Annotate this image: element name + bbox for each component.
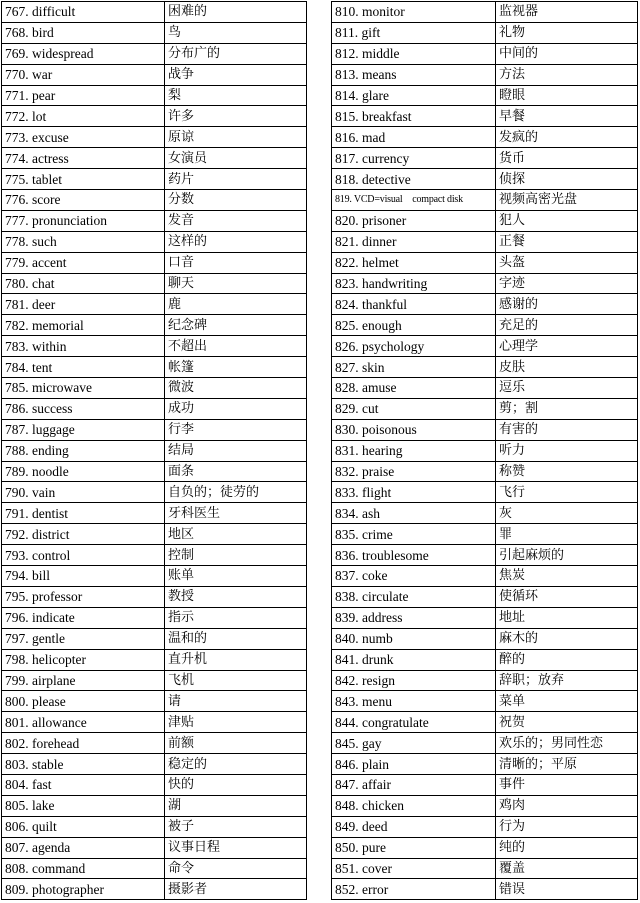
table-row — [332, 482, 638, 503]
chinese-meaning-cell: 事件 — [496, 774, 638, 795]
table-row — [2, 607, 307, 628]
table-row — [2, 43, 307, 64]
table-row — [2, 754, 307, 775]
chinese-meaning-cell: 罪 — [496, 524, 638, 545]
table-row — [332, 127, 638, 148]
english-word-cell: 828. amuse — [332, 378, 496, 399]
english-word-cell: 790. vain — [2, 482, 165, 503]
english-word-cell: 791. dentist — [2, 503, 165, 524]
english-word-cell: 785. microwave — [2, 378, 165, 399]
table-row — [2, 586, 307, 607]
english-word-cell: 801. allowance — [2, 712, 165, 733]
table-row — [332, 336, 638, 357]
chinese-meaning-cell: 瞪眼 — [496, 85, 638, 106]
chinese-meaning-cell: 错误 — [496, 879, 638, 900]
chinese-meaning-cell: 称赞 — [496, 461, 638, 482]
table-row — [332, 586, 638, 607]
table-row — [2, 273, 307, 294]
english-word-cell: 815. breakfast — [332, 106, 496, 127]
english-word-cell: 845. gay — [332, 733, 496, 754]
table-row — [2, 231, 307, 252]
chinese-meaning-cell: 湖 — [165, 795, 307, 816]
english-word-cell: 770. war — [2, 64, 165, 85]
english-word-cell: 782. memorial — [2, 315, 165, 336]
table-row — [2, 566, 307, 587]
table-row — [2, 879, 307, 900]
table-row — [332, 2, 638, 23]
chinese-meaning-cell: 分布广的 — [165, 43, 307, 64]
english-word-cell: 767. difficult — [2, 2, 165, 23]
chinese-meaning-cell: 犯人 — [496, 210, 638, 231]
english-word-cell: 786. success — [2, 398, 165, 419]
chinese-meaning-cell: 有害的 — [496, 419, 638, 440]
vocab-table-left — [1, 1, 307, 900]
english-word-cell: 780. chat — [2, 273, 165, 294]
english-word-cell: 829. cut — [332, 398, 496, 419]
chinese-meaning-cell: 方法 — [496, 64, 638, 85]
chinese-meaning-cell: 发音 — [165, 210, 307, 231]
table-row — [332, 524, 638, 545]
english-word-cell: 818. detective — [332, 169, 496, 190]
table-row — [2, 190, 307, 211]
chinese-meaning-cell: 口音 — [165, 252, 307, 273]
english-word-cell: 816. mad — [332, 127, 496, 148]
chinese-meaning-cell: 摄影者 — [165, 879, 307, 900]
english-word-cell: 773. excuse — [2, 127, 165, 148]
table-row — [2, 440, 307, 461]
chinese-meaning-cell: 心理学 — [496, 336, 638, 357]
english-word-cell: 787. luggage — [2, 419, 165, 440]
chinese-meaning-cell: 牙科医生 — [165, 503, 307, 524]
table-row — [2, 315, 307, 336]
table-row — [2, 336, 307, 357]
english-word-cell: 781. deer — [2, 294, 165, 315]
table-row — [332, 148, 638, 169]
table-row — [332, 85, 638, 106]
chinese-meaning-cell: 视频高密光盘 — [496, 190, 638, 211]
table-row — [332, 210, 638, 231]
table-row — [332, 461, 638, 482]
table-row — [332, 628, 638, 649]
chinese-meaning-cell: 皮肤 — [496, 357, 638, 378]
table-row — [332, 64, 638, 85]
chinese-meaning-cell: 指示 — [165, 607, 307, 628]
table-row — [332, 106, 638, 127]
english-word-cell: 820. prisoner — [332, 210, 496, 231]
english-word-cell: 796. indicate — [2, 607, 165, 628]
english-word-cell: 831. hearing — [332, 440, 496, 461]
english-word-cell: 825. enough — [332, 315, 496, 336]
table-row — [2, 858, 307, 879]
table-row — [332, 795, 638, 816]
table-row — [332, 419, 638, 440]
chinese-meaning-cell: 这样的 — [165, 231, 307, 252]
table-row — [332, 837, 638, 858]
table-row — [332, 43, 638, 64]
vocab-table-right-body — [332, 2, 638, 900]
english-word-cell: 846. plain — [332, 754, 496, 775]
table-row — [2, 252, 307, 273]
table-row — [2, 503, 307, 524]
chinese-meaning-cell: 帐篷 — [165, 357, 307, 378]
chinese-meaning-cell: 欢乐的；男同性恋 — [496, 733, 638, 754]
chinese-meaning-cell: 鹿 — [165, 294, 307, 315]
chinese-meaning-cell: 纯的 — [496, 837, 638, 858]
english-word-cell: 776. score — [2, 190, 165, 211]
chinese-meaning-cell: 逗乐 — [496, 378, 638, 399]
chinese-meaning-cell: 请 — [165, 691, 307, 712]
chinese-meaning-cell: 飞机 — [165, 670, 307, 691]
english-word-cell: 788. ending — [2, 440, 165, 461]
chinese-meaning-cell: 控制 — [165, 545, 307, 566]
english-word-cell: 822. helmet — [332, 252, 496, 273]
table-row — [332, 22, 638, 43]
english-word-cell: 842. resign — [332, 670, 496, 691]
chinese-meaning-cell: 发疯的 — [496, 127, 638, 148]
english-word-cell: 823. handwriting — [332, 273, 496, 294]
table-row — [332, 607, 638, 628]
table-row — [2, 22, 307, 43]
chinese-meaning-cell: 不超出 — [165, 336, 307, 357]
chinese-meaning-cell: 醉的 — [496, 649, 638, 670]
table-row — [2, 795, 307, 816]
chinese-meaning-cell: 议事日程 — [165, 837, 307, 858]
english-word-cell: 799. airplane — [2, 670, 165, 691]
chinese-meaning-cell: 飞行 — [496, 482, 638, 503]
english-word-cell: 837. coke — [332, 566, 496, 587]
english-word-cell: 836. troublesome — [332, 545, 496, 566]
english-word-cell: 803. stable — [2, 754, 165, 775]
table-row — [332, 649, 638, 670]
table-row — [332, 545, 638, 566]
chinese-meaning-cell: 头盔 — [496, 252, 638, 273]
english-word-cell: 772. lot — [2, 106, 165, 127]
chinese-meaning-cell: 充足的 — [496, 315, 638, 336]
chinese-meaning-cell: 辞职；放弃 — [496, 670, 638, 691]
table-row — [2, 294, 307, 315]
chinese-meaning-cell: 早餐 — [496, 106, 638, 127]
chinese-meaning-cell: 行李 — [165, 419, 307, 440]
chinese-meaning-cell: 中间的 — [496, 43, 638, 64]
table-row — [2, 712, 307, 733]
english-word-cell: 807. agenda — [2, 837, 165, 858]
table-row — [2, 127, 307, 148]
table-row — [2, 545, 307, 566]
chinese-meaning-cell: 教授 — [165, 586, 307, 607]
table-row — [2, 733, 307, 754]
english-word-cell: 813. means — [332, 64, 496, 85]
table-row — [332, 670, 638, 691]
table-row — [332, 774, 638, 795]
chinese-meaning-cell: 许多 — [165, 106, 307, 127]
english-word-cell: 814. glare — [332, 85, 496, 106]
chinese-meaning-cell: 自负的；徒劳的 — [165, 482, 307, 503]
english-word-cell: 847. affair — [332, 774, 496, 795]
english-word-cell: 849. deed — [332, 816, 496, 837]
chinese-meaning-cell: 麻木的 — [496, 628, 638, 649]
table-row — [2, 357, 307, 378]
table-row — [2, 2, 307, 23]
english-word-cell: 798. helicopter — [2, 649, 165, 670]
table-row — [332, 252, 638, 273]
english-word-cell: 768. bird — [2, 22, 165, 43]
table-row — [2, 106, 307, 127]
table-row — [332, 503, 638, 524]
table-row — [2, 670, 307, 691]
english-word-cell: 804. fast — [2, 774, 165, 795]
english-word-cell: 834. ash — [332, 503, 496, 524]
table-row — [332, 231, 638, 252]
table-row — [2, 774, 307, 795]
english-word-cell: 800. please — [2, 691, 165, 712]
chinese-meaning-cell: 纪念碑 — [165, 315, 307, 336]
english-word-cell: 826. psychology — [332, 336, 496, 357]
chinese-meaning-cell: 焦炭 — [496, 566, 638, 587]
table-row — [2, 210, 307, 231]
english-word-cell: 802. forehead — [2, 733, 165, 754]
table-row — [332, 816, 638, 837]
table-row — [2, 837, 307, 858]
english-word-cell: 795. professor — [2, 586, 165, 607]
chinese-meaning-cell: 命令 — [165, 858, 307, 879]
chinese-meaning-cell: 听力 — [496, 440, 638, 461]
english-word-cell: 839. address — [332, 607, 496, 628]
chinese-meaning-cell: 侦探 — [496, 169, 638, 190]
vocab-table-right — [331, 1, 638, 900]
english-word-cell: 851. cover — [332, 858, 496, 879]
english-word-cell: 769. widespread — [2, 43, 165, 64]
table-row — [2, 524, 307, 545]
table-row — [332, 315, 638, 336]
table-row — [332, 190, 638, 211]
chinese-meaning-cell: 鸟 — [165, 22, 307, 43]
chinese-meaning-cell: 微波 — [165, 378, 307, 399]
english-word-cell: 784. tent — [2, 357, 165, 378]
english-word-cell: 811. gift — [332, 22, 496, 43]
chinese-meaning-cell: 使循环 — [496, 586, 638, 607]
chinese-meaning-cell: 被子 — [165, 816, 307, 837]
english-word-cell: 848. chicken — [332, 795, 496, 816]
table-row — [332, 357, 638, 378]
chinese-meaning-cell: 灰 — [496, 503, 638, 524]
table-row — [332, 691, 638, 712]
chinese-meaning-cell: 字迹 — [496, 273, 638, 294]
chinese-meaning-cell: 药片 — [165, 169, 307, 190]
english-word-cell: 771. pear — [2, 85, 165, 106]
english-word-cell: 793. control — [2, 545, 165, 566]
english-word-cell: 808. command — [2, 858, 165, 879]
english-word-cell: 779. accent — [2, 252, 165, 273]
chinese-meaning-cell: 温和的 — [165, 628, 307, 649]
table-row — [332, 754, 638, 775]
chinese-meaning-cell: 礼物 — [496, 22, 638, 43]
chinese-meaning-cell: 监视器 — [496, 2, 638, 23]
chinese-meaning-cell: 聊天 — [165, 273, 307, 294]
chinese-meaning-cell: 津贴 — [165, 712, 307, 733]
chinese-meaning-cell: 祝贺 — [496, 712, 638, 733]
english-word-cell: 832. praise — [332, 461, 496, 482]
table-row — [2, 398, 307, 419]
english-word-cell: 819. VCD=visual compact disk — [332, 190, 496, 211]
table-row — [2, 85, 307, 106]
english-word-cell: 797. gentle — [2, 628, 165, 649]
table-row — [2, 419, 307, 440]
english-word-cell: 833. flight — [332, 482, 496, 503]
table-row — [332, 566, 638, 587]
chinese-meaning-cell: 女演员 — [165, 148, 307, 169]
english-word-cell: 841. drunk — [332, 649, 496, 670]
table-row — [332, 733, 638, 754]
table-row — [2, 649, 307, 670]
table-row — [332, 169, 638, 190]
table-row — [332, 858, 638, 879]
chinese-meaning-cell: 直升机 — [165, 649, 307, 670]
english-word-cell: 789. noodle — [2, 461, 165, 482]
vocab-table-left-body — [2, 2, 307, 900]
table-row — [2, 64, 307, 85]
table-row — [2, 816, 307, 837]
chinese-meaning-cell: 正餐 — [496, 231, 638, 252]
english-word-cell: 774. actress — [2, 148, 165, 169]
chinese-meaning-cell: 地区 — [165, 524, 307, 545]
english-word-cell: 809. photographer — [2, 879, 165, 900]
english-word-cell: 821. dinner — [332, 231, 496, 252]
chinese-meaning-cell: 分数 — [165, 190, 307, 211]
table-row — [2, 482, 307, 503]
english-word-cell: 775. tablet — [2, 169, 165, 190]
chinese-meaning-cell: 稳定的 — [165, 754, 307, 775]
chinese-meaning-cell: 战争 — [165, 64, 307, 85]
english-word-cell: 838. circulate — [332, 586, 496, 607]
chinese-meaning-cell: 快的 — [165, 774, 307, 795]
table-row — [332, 398, 638, 419]
table-row — [332, 294, 638, 315]
chinese-meaning-cell: 行为 — [496, 816, 638, 837]
english-word-cell: 806. quilt — [2, 816, 165, 837]
english-word-cell: 827. skin — [332, 357, 496, 378]
english-word-cell: 794. bill — [2, 566, 165, 587]
english-word-cell: 812. middle — [332, 43, 496, 64]
english-word-cell: 824. thankful — [332, 294, 496, 315]
table-row — [2, 691, 307, 712]
chinese-meaning-cell: 地址 — [496, 607, 638, 628]
chinese-meaning-cell: 货币 — [496, 148, 638, 169]
english-word-cell: 792. district — [2, 524, 165, 545]
english-word-cell: 817. currency — [332, 148, 496, 169]
chinese-meaning-cell: 账单 — [165, 566, 307, 587]
english-word-cell: 783. within — [2, 336, 165, 357]
chinese-meaning-cell: 感谢的 — [496, 294, 638, 315]
table-row — [2, 169, 307, 190]
english-word-cell: 805. lake — [2, 795, 165, 816]
english-word-cell: 850. pure — [332, 837, 496, 858]
table-row — [332, 712, 638, 733]
chinese-meaning-cell: 困难的 — [165, 2, 307, 23]
chinese-meaning-cell: 前额 — [165, 733, 307, 754]
table-row — [332, 378, 638, 399]
table-row — [332, 440, 638, 461]
chinese-meaning-cell: 剪；割 — [496, 398, 638, 419]
chinese-meaning-cell: 覆盖 — [496, 858, 638, 879]
chinese-meaning-cell: 菜单 — [496, 691, 638, 712]
chinese-meaning-cell: 成功 — [165, 398, 307, 419]
english-word-cell: 843. menu — [332, 691, 496, 712]
english-word-cell: 844. congratulate — [332, 712, 496, 733]
english-word-cell: 835. crime — [332, 524, 496, 545]
chinese-meaning-cell: 引起麻烦的 — [496, 545, 638, 566]
english-word-cell: 777. pronunciation — [2, 210, 165, 231]
table-row — [332, 273, 638, 294]
english-word-cell: 852. error — [332, 879, 496, 900]
chinese-meaning-cell: 梨 — [165, 85, 307, 106]
english-word-cell: 830. poisonous — [332, 419, 496, 440]
table-row — [332, 879, 638, 900]
chinese-meaning-cell: 原谅 — [165, 127, 307, 148]
english-word-cell: 778. such — [2, 231, 165, 252]
chinese-meaning-cell: 清晰的；平原 — [496, 754, 638, 775]
english-word-cell: 840. numb — [332, 628, 496, 649]
table-row — [2, 378, 307, 399]
english-word-cell: 810. monitor — [332, 2, 496, 23]
table-row — [2, 461, 307, 482]
table-row — [2, 148, 307, 169]
chinese-meaning-cell: 面条 — [165, 461, 307, 482]
table-row — [2, 628, 307, 649]
chinese-meaning-cell: 结局 — [165, 440, 307, 461]
chinese-meaning-cell: 鸡肉 — [496, 795, 638, 816]
